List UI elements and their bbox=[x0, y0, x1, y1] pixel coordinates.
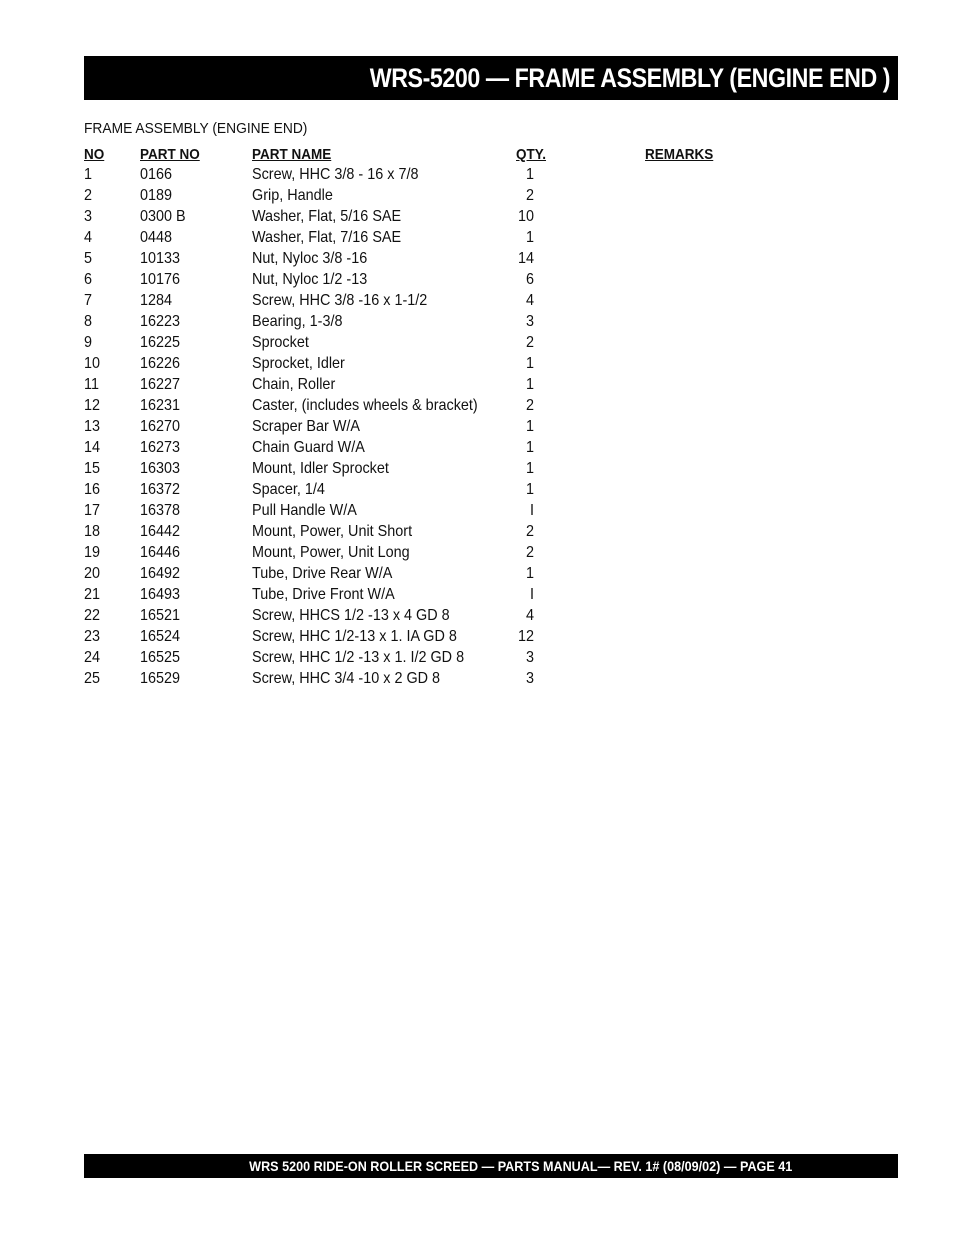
table-row bbox=[84, 248, 884, 269]
cell-no: 12 bbox=[84, 397, 101, 414]
table-row bbox=[84, 332, 884, 353]
cell-part-no: 0300 B bbox=[140, 208, 186, 225]
cell-qty: 2 bbox=[525, 334, 534, 351]
cell-qty: 1 bbox=[525, 565, 534, 582]
column-header-part-no: PART NO bbox=[140, 146, 200, 163]
cell-qty: 1 bbox=[525, 481, 534, 498]
table-row bbox=[84, 605, 884, 626]
cell-part-name: Sprocket, Idler bbox=[252, 355, 345, 372]
parts-table bbox=[84, 146, 884, 689]
cell-no: 7 bbox=[84, 292, 93, 309]
cell-part-name: Screw, HHC 1/2-13 x 1. IA GD 8 bbox=[252, 628, 457, 645]
cell-no: 6 bbox=[84, 271, 93, 288]
cell-no: 14 bbox=[84, 439, 101, 456]
table-body bbox=[84, 164, 884, 689]
cell-part-name: Screw, HHC 1/2 -13 x 1. I/2 GD 8 bbox=[252, 649, 465, 666]
cell-no: 21 bbox=[84, 586, 101, 603]
column-header-part-name: PART NAME bbox=[252, 146, 332, 163]
cell-part-no: 16524 bbox=[140, 628, 181, 645]
cell-qty: I bbox=[529, 502, 534, 519]
cell-part-no: 16226 bbox=[140, 355, 181, 372]
table-row bbox=[84, 500, 884, 521]
table-row bbox=[84, 164, 884, 185]
cell-part-name: Spacer, 1/4 bbox=[252, 481, 325, 498]
cell-qty: 2 bbox=[525, 187, 534, 204]
cell-no: 10 bbox=[84, 355, 101, 372]
cell-part-no: 16225 bbox=[140, 334, 181, 351]
cell-qty: 2 bbox=[525, 397, 534, 414]
footer-text: WRS 5200 RIDE-ON ROLLER SCREED — PARTS MANUAL— REV. 1# (08/09/02) — PAGE 41 bbox=[249, 1158, 793, 1174]
cell-no: 8 bbox=[84, 313, 93, 330]
cell-part-name: Chain Guard W/A bbox=[252, 439, 365, 456]
cell-qty: 4 bbox=[525, 607, 534, 624]
cell-part-no: 16521 bbox=[140, 607, 181, 624]
cell-qty: 2 bbox=[525, 523, 534, 540]
cell-part-name: Pull Handle W/A bbox=[252, 502, 357, 519]
cell-part-name: Tube, Drive Rear W/A bbox=[252, 565, 393, 582]
cell-qty: 3 bbox=[525, 670, 534, 687]
cell-part-no: 16273 bbox=[140, 439, 181, 456]
cell-part-name: Washer, Flat, 7/16 SAE bbox=[252, 229, 402, 246]
cell-part-no: 16446 bbox=[140, 544, 181, 561]
cell-qty: I bbox=[529, 586, 534, 603]
table-row bbox=[84, 458, 884, 479]
cell-no: 18 bbox=[84, 523, 101, 540]
cell-no: 20 bbox=[84, 565, 101, 582]
cell-part-name: Mount, Idler Sprocket bbox=[252, 460, 389, 477]
cell-no: 3 bbox=[84, 208, 93, 225]
cell-qty: 14 bbox=[517, 250, 534, 267]
cell-part-name: Caster, (includes wheels & bracket) bbox=[252, 397, 478, 414]
cell-no: 17 bbox=[84, 502, 101, 519]
cell-qty: 3 bbox=[525, 649, 534, 666]
cell-part-no: 1284 bbox=[140, 292, 173, 309]
cell-part-name: Sprocket bbox=[252, 334, 309, 351]
cell-part-name: Chain, Roller bbox=[252, 376, 336, 393]
cell-part-name: Washer, Flat, 5/16 SAE bbox=[252, 208, 402, 225]
cell-no: 16 bbox=[84, 481, 101, 498]
page-title: WRS-5200 — FRAME ASSEMBLY (ENGINE END ) bbox=[369, 62, 890, 93]
cell-qty: 3 bbox=[525, 313, 534, 330]
cell-no: 11 bbox=[84, 376, 99, 393]
cell-part-no: 16270 bbox=[140, 418, 181, 435]
cell-qty: 1 bbox=[525, 439, 534, 456]
cell-part-name: Tube, Drive Front W/A bbox=[252, 586, 395, 603]
cell-part-no: 0189 bbox=[140, 187, 173, 204]
cell-qty: 1 bbox=[525, 355, 534, 372]
cell-no: 13 bbox=[84, 418, 101, 435]
cell-no: 15 bbox=[84, 460, 101, 477]
cell-part-no: 10176 bbox=[140, 271, 181, 288]
cell-no: 25 bbox=[84, 670, 101, 687]
table-header bbox=[84, 146, 884, 164]
cell-qty: 2 bbox=[525, 544, 534, 561]
cell-part-name: Nut, Nyloc 1/2 -13 bbox=[252, 271, 368, 288]
table-row bbox=[84, 395, 884, 416]
cell-part-no: 16231 bbox=[140, 397, 181, 414]
table-row bbox=[84, 668, 884, 689]
cell-part-no: 16529 bbox=[140, 670, 181, 687]
cell-part-name: Mount, Power, Unit Short bbox=[252, 523, 413, 540]
table-row bbox=[84, 269, 884, 290]
cell-qty: 4 bbox=[525, 292, 534, 309]
cell-part-name: Nut, Nyloc 3/8 -16 bbox=[252, 250, 368, 267]
column-header-no: NO bbox=[84, 146, 105, 163]
cell-no: 5 bbox=[84, 250, 93, 267]
cell-part-no: 16378 bbox=[140, 502, 181, 519]
table-row bbox=[84, 290, 884, 311]
cell-part-no: 16493 bbox=[140, 586, 181, 603]
section-label: FRAME ASSEMBLY (ENGINE END) bbox=[84, 120, 308, 137]
cell-part-name: Screw, HHCS 1/2 -13 x 4 GD 8 bbox=[252, 607, 450, 624]
cell-part-no: 16227 bbox=[140, 376, 181, 393]
cell-no: 2 bbox=[84, 187, 93, 204]
table-row bbox=[84, 416, 884, 437]
column-header-qty: QTY. bbox=[516, 146, 547, 163]
cell-qty: 1 bbox=[525, 418, 534, 435]
table-row bbox=[84, 374, 884, 395]
cell-part-name: Screw, HHC 3/8 - 16 x 7/8 bbox=[252, 166, 419, 183]
cell-part-no: 16525 bbox=[140, 649, 181, 666]
cell-part-no: 16372 bbox=[140, 481, 181, 498]
cell-qty: 10 bbox=[517, 208, 534, 225]
cell-part-no: 16442 bbox=[140, 523, 181, 540]
cell-part-name: Screw, HHC 3/4 -10 x 2 GD 8 bbox=[252, 670, 441, 687]
cell-part-name: Screw, HHC 3/8 -16 x 1-1/2 bbox=[252, 292, 428, 309]
footer-bar bbox=[84, 1154, 898, 1178]
cell-part-name: Grip, Handle bbox=[252, 187, 333, 204]
table-row bbox=[84, 311, 884, 332]
cell-part-no: 16223 bbox=[140, 313, 181, 330]
table-row bbox=[84, 542, 884, 563]
cell-no: 4 bbox=[84, 229, 93, 246]
cell-qty: 1 bbox=[525, 229, 534, 246]
table-row bbox=[84, 437, 884, 458]
cell-no: 23 bbox=[84, 628, 101, 645]
title-bar bbox=[84, 56, 898, 100]
table-row bbox=[84, 479, 884, 500]
table-row bbox=[84, 185, 884, 206]
column-header-remarks: REMARKS bbox=[645, 146, 714, 163]
cell-qty: 6 bbox=[525, 271, 534, 288]
cell-no: 24 bbox=[84, 649, 101, 666]
cell-part-name: Bearing, 1-3/8 bbox=[252, 313, 343, 330]
table-row bbox=[84, 584, 884, 605]
cell-part-name: Scraper Bar W/A bbox=[252, 418, 361, 435]
table-row bbox=[84, 353, 884, 374]
cell-no: 19 bbox=[84, 544, 101, 561]
table-row bbox=[84, 227, 884, 248]
cell-no: 1 bbox=[84, 166, 93, 183]
cell-qty: 1 bbox=[525, 376, 534, 393]
cell-part-no: 16492 bbox=[140, 565, 181, 582]
table-row bbox=[84, 206, 884, 227]
cell-part-no: 16303 bbox=[140, 460, 181, 477]
table-row bbox=[84, 647, 884, 668]
cell-no: 9 bbox=[84, 334, 93, 351]
table-row bbox=[84, 563, 884, 584]
cell-part-no: 10133 bbox=[140, 250, 181, 267]
table-row bbox=[84, 626, 884, 647]
cell-qty: 1 bbox=[525, 166, 534, 183]
cell-part-name: Mount, Power, Unit Long bbox=[252, 544, 410, 561]
cell-part-no: 0448 bbox=[140, 229, 173, 246]
table-row bbox=[84, 521, 884, 542]
cell-no: 22 bbox=[84, 607, 101, 624]
cell-qty: 12 bbox=[517, 628, 534, 645]
cell-qty: 1 bbox=[525, 460, 534, 477]
cell-part-no: 0166 bbox=[140, 166, 173, 183]
